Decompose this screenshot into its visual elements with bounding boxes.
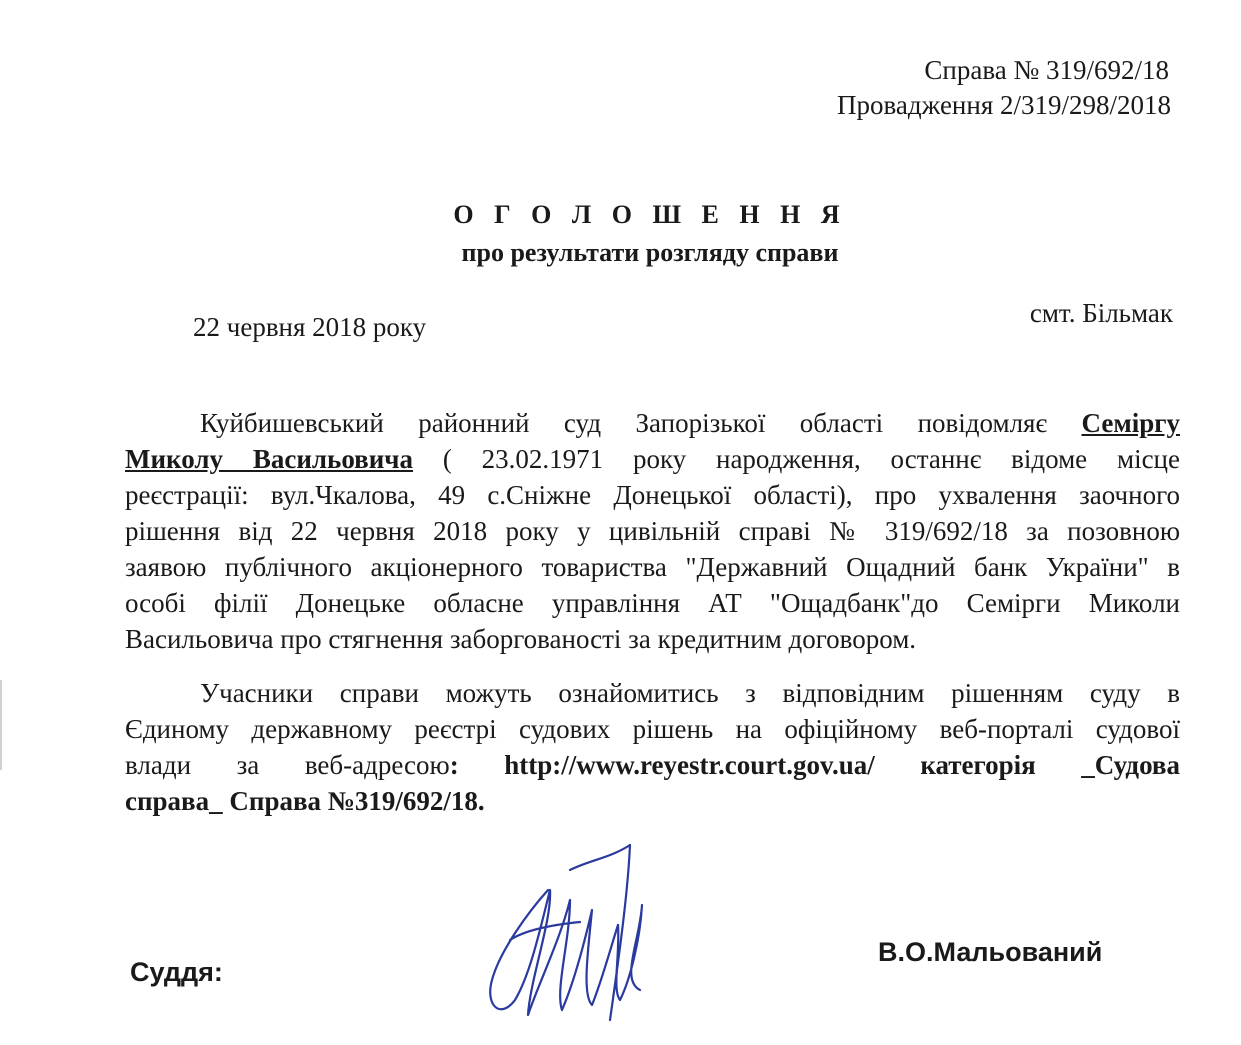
defendant-details: ( 23.02.1971 року народження, останнє відоме місце — [413, 444, 1180, 474]
paragraph-1-line-5: заявою публічного акціонерного товариства "Державний Ощадний банк України" в — [125, 552, 1180, 582]
case-number: Справа № 319/692/18 — [924, 55, 1169, 85]
registry-link[interactable]: : http://www.reyestr.court.gov.ua/ категорія _Судова — [449, 750, 1180, 780]
paragraph-1-line-4: рішення від 22 червня 2018 року у цивільній справі № 319/692/18 за позовною — [125, 516, 1180, 546]
judge-name: В.О.Мальований — [878, 937, 1103, 967]
paragraph-2-line-1: Учасники справи можуть ознайомитись з відповідним рішенням суду в — [200, 678, 1180, 708]
court-notice-text: Куйбишевський районний суд Запорізької області повідомляє — [200, 408, 1082, 438]
paragraph-2-line-3 — [125, 752, 1180, 779]
document-title: О Г О Л О Ш Е Н Н Я — [453, 200, 847, 229]
handwritten-signature — [470, 830, 680, 1030]
scan-edge-mark — [0, 680, 2, 770]
proceeding-number: Провадження 2/319/298/2018 — [837, 90, 1171, 120]
paragraph-1-line-6: особі філії Донецьке обласне управління АТ "Ощадбанк"до Семірги Миколи — [125, 588, 1180, 618]
document-date: 22 червня 2018 року — [193, 312, 427, 342]
defendant-surname: Семіргу — [1081, 408, 1180, 438]
paragraph-1-line-2 — [125, 446, 1180, 473]
paragraph-1-line-1 — [200, 410, 1180, 437]
paragraph-2-line-2: Єдиному державному реєстрі судових рішень на офіційному веб-порталі судової — [125, 714, 1180, 744]
paragraph-2-line-4: справа_ Справа №319/692/18. — [125, 786, 485, 816]
document-subtitle: про результати розгляду справи — [461, 238, 839, 267]
paragraph-1-line-3: реєстрації: вул.Чкалова, 49 с.Сніжне Донецької області), про ухвалення заочного — [125, 480, 1180, 510]
document-place: смт. Більмак — [1029, 298, 1173, 328]
web-address-label: влади за веб-адресою — [125, 750, 450, 780]
judge-label: Суддя: — [130, 957, 223, 987]
defendant-name: Миколу Васильовича — [125, 444, 414, 474]
paragraph-1-line-7: Васильовича про стягнення заборгованості за кредитним договором. — [125, 624, 917, 654]
